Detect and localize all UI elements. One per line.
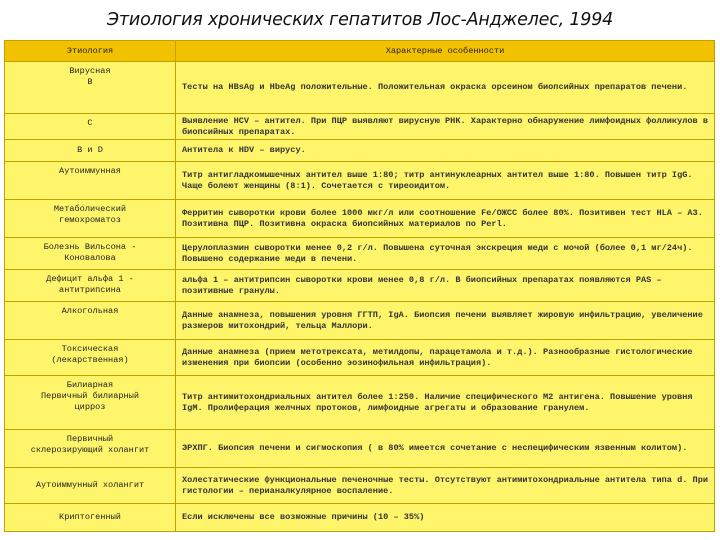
table-row (5, 376, 715, 430)
etiology-cell: Аутоиммунный холангит (5, 468, 176, 504)
table-row (5, 62, 715, 114)
features-cell: Антитела к HDV – вирусу. (176, 140, 715, 162)
etiology-cell: Вирусная В (5, 62, 176, 114)
etiology-cell: Алкогольная (5, 302, 176, 340)
table-row (5, 200, 715, 238)
features-cell: Церулоплазмин сыворотки менее 0,2 г/л. Повышена суточная экскреция меди с мочой (более 0,1 мг/24ч). Повышено содержание меди в печени. (176, 238, 715, 270)
features-cell: Титр антимитохондриальных антител более 1:250. Наличие специфического М2 антигена. Повышение уровня IgM. Пролиферация желчных протоков, лимфоидные агрегаты и образование гранулем. (176, 376, 715, 430)
etiology-cell: Дефицит альфа 1 - антитрипсина (5, 270, 176, 302)
etiology-cell: Метаболический гемохроматоз (5, 200, 176, 238)
table-row (5, 238, 715, 270)
table-row (5, 340, 715, 376)
slide-title: Этиология хронических гепатитов Лос-Анджелес, 1994 (106, 10, 614, 30)
etiology-cell: Первичный склерозирующий холангит (5, 430, 176, 468)
table-row (5, 140, 715, 162)
header-features: Характерные особенности (176, 41, 715, 62)
table-row (5, 430, 715, 468)
table-row (5, 468, 715, 504)
header-etiology: Этиология (5, 41, 176, 62)
etiology-cell: Криптогенный (5, 504, 176, 532)
features-cell: Если исключены все возможные причины (10 – 35%) (176, 504, 715, 532)
features-cell: Титр антигладкомышечных антител выше 1:80; титр антинуклеарных антител выше 1:80. Повышен титр IgG. Чаще болеют женщины (8:1). Сочетается с тиреоидитом. (176, 162, 715, 200)
etiology-cell: Билиарная Первичный билиарный цирроз (5, 376, 176, 430)
features-cell: Выявление HCV – антител. При ПЦР выявляют вирусную РНК. Характерно обнаружение лимфоидных фолликулов в биопсийных препаратах. (176, 114, 715, 140)
etiology-cell: В и D (5, 140, 176, 162)
etiology-table (4, 40, 715, 532)
table-body (5, 62, 715, 532)
table-header-row (5, 41, 715, 62)
features-cell: Данные анамнеза, повышения уровня ГГТП, IgA. Биопсия печени выявляет жировую инфильтрацию, увеличение размеров митохондрий, тельца Маллори. (176, 302, 715, 340)
etiology-cell: Аутоиммунная (5, 162, 176, 200)
table-row (5, 270, 715, 302)
etiology-cell: Токсическая (лекарственная) (5, 340, 176, 376)
features-cell: Данные анамнеза (прием метотрексата, метилдопы, парацетамола и т.д.). Разнообразные гистологические изменения при биопсии (особенно эозинофильная инфильтрация). (176, 340, 715, 376)
etiology-cell: С (5, 114, 176, 140)
features-cell: ЭРХПГ. Биопсия печени и сигмоскопия ( в 80% имеется сочетание с неспецифическим язвенным колитом). (176, 430, 715, 468)
table-row (5, 162, 715, 200)
features-cell: Тесты на HBsAg и HbeAg положительные. Положительная окраска орсеином биопсийных препаратов печени. (176, 62, 715, 114)
features-cell: Ферритин сыворотки крови более 1000 мкг/л или соотношение Fe/ОЖСС более 80%. Позитивен тест HLA – A3. Позитивна ПЦР. Позитивна окраска биопсийных материалов по Perl. (176, 200, 715, 238)
features-cell: Холестатические функциональные печеночные тесты. Отсутствуют антимитохондриальные антитела типа d. При гистологии – перианалкулярное воспаление. (176, 468, 715, 504)
table-row (5, 504, 715, 532)
features-cell: альфа 1 – антитрипсин сыворотки крови менее 0,8 г/л. В биопсийных препаратах появляются PAS – позитивные гранулы. (176, 270, 715, 302)
table-row (5, 114, 715, 140)
etiology-cell: Болезнь Вильсона - Коновалова (5, 238, 176, 270)
table-row (5, 302, 715, 340)
